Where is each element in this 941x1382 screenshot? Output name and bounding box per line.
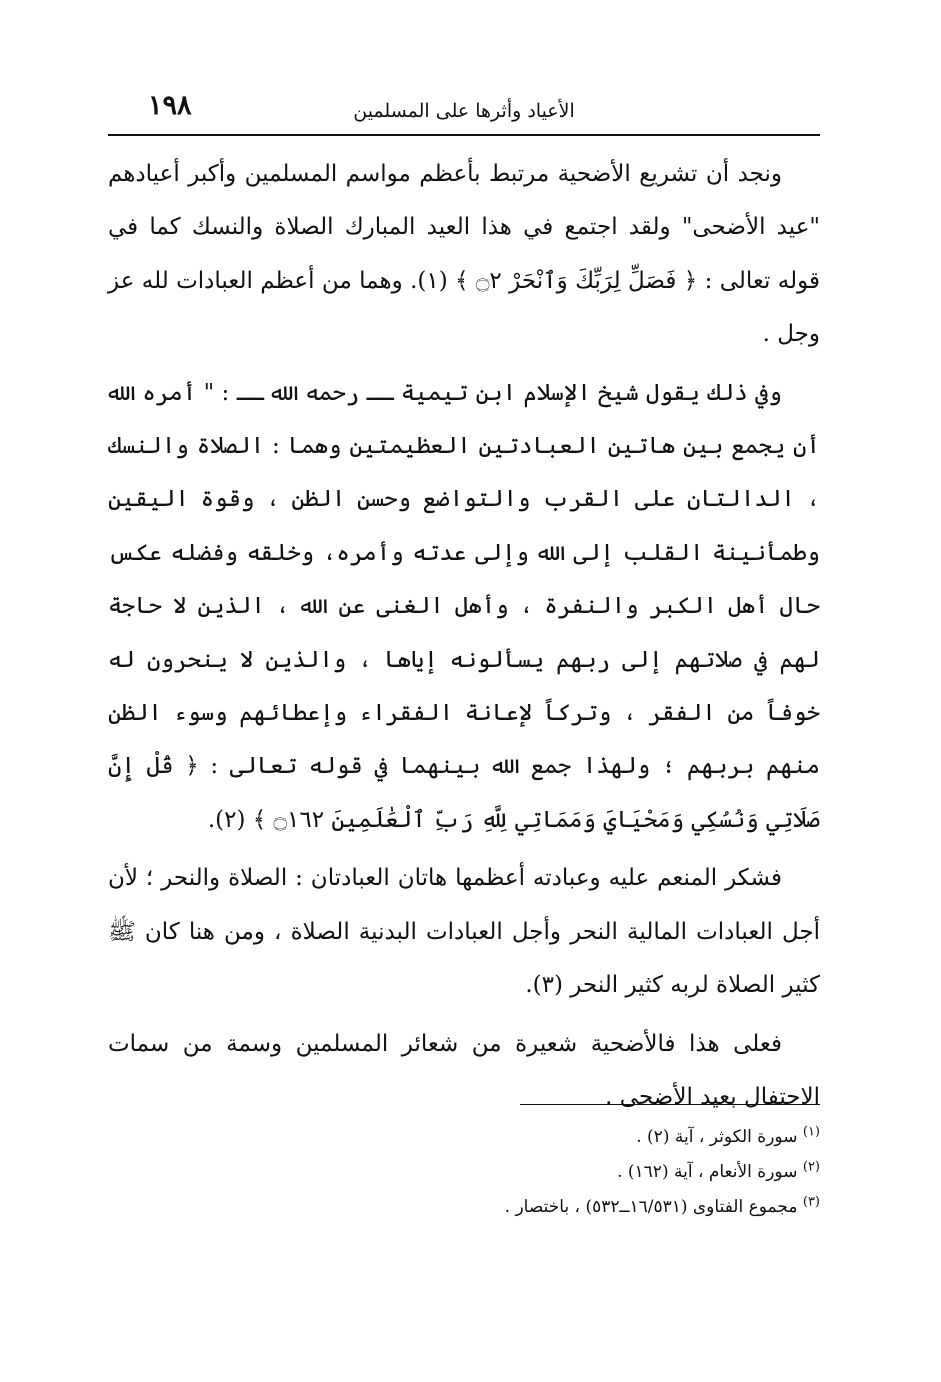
footnote-text: سورة الأنعام ، آية (١٦٢) . [617, 1162, 798, 1182]
page-number: ١٩٨ [148, 90, 192, 121]
running-title: الأعياد وأثرها على المسلمين [353, 100, 575, 122]
header-rule [108, 134, 820, 136]
paragraph-4: فعلى هذا فالأضحية شعيرة من شعائر المسلمين وسمة من سمات الاحتفال بعيد الأضحى . [108, 1030, 820, 1110]
paragraph-3: فشكر المنعم عليه وعبادته أعظمها هاتان العبادتان : الصلاة والنحر ؛ لأن أجل العبادات المالية النحر وأجل العبادات البدنية الصلاة ، ومن هنا كان ﷺ كثير الصلاة لربه كثير النحر (٣). [108, 865, 820, 999]
footnote-text: مجموع الفتاوى (١٦/٥٣١ــ٥٣٢) ، باختصار . [504, 1197, 798, 1217]
page-header [108, 84, 820, 136]
paragraph-2: وفي ذلك يقول شيخ الإسلام ابن تيمية ــ رحمه الله ــ : " أمره الله أن يجمع بين هاتين العبادتين العظيمتين وهما : الصلاة والنسك ، الدالتان على القرب والتواضع وحسن الظن ، وقوة اليقين وطمأنينة القلب إلى الله وإلى عدته وأمره، وخلقه وفضله عكس حال أهل الكبر والنفرة ، وأهل الغنى عن الله ، الذين لا حاجة لهم في صلاتهم إلى ربهم يسألونه إياها ، والذين لا ينحرون له خوفاً من الفقر ، وتركاً لإعانة الفقراء وإعطائهم وسوء الظن منهم بربهم ؛ ولهذا جمع الله بينهما في قوله تعالى : ﴿ قُلْ إِنَّ صَلَاتِي وَنُسُكِي وَمَحْيَايَ وَمَمَاتِي لِلَّهِ رَبِّ ٱلْعَٰلَمِينَ ۝١٦٢ ﴾ (٢). [108, 379, 820, 833]
footnote-marker: (٣) [802, 1194, 820, 1210]
footnote-rule [520, 1104, 820, 1105]
body-text [108, 148, 820, 1124]
footnote-2 [108, 1155, 820, 1190]
footnote-3 [108, 1190, 820, 1225]
footnote-marker: (٢) [802, 1159, 820, 1175]
footnote-text: سورة الكوثر ، آية (٢) . [636, 1127, 798, 1147]
footnote-marker: (١) [802, 1124, 820, 1140]
footnote-1 [108, 1120, 820, 1155]
paragraph-1: ونجد أن تشريع الأضحية مرتبط بأعظم مواسم المسلمين وأكبر أعيادهم "عيد الأضحى" ولقد اجتمع في هذا العيد المبارك الصلاة والنسك كما في قوله تعالى : ﴿ فَصَلِّ لِرَبِّكَ وَٱنْحَرْ ۝٢ ﴾ (١). وهما من أعظم العبادات لله عز وجل . [108, 161, 820, 348]
footnotes [108, 1120, 820, 1225]
